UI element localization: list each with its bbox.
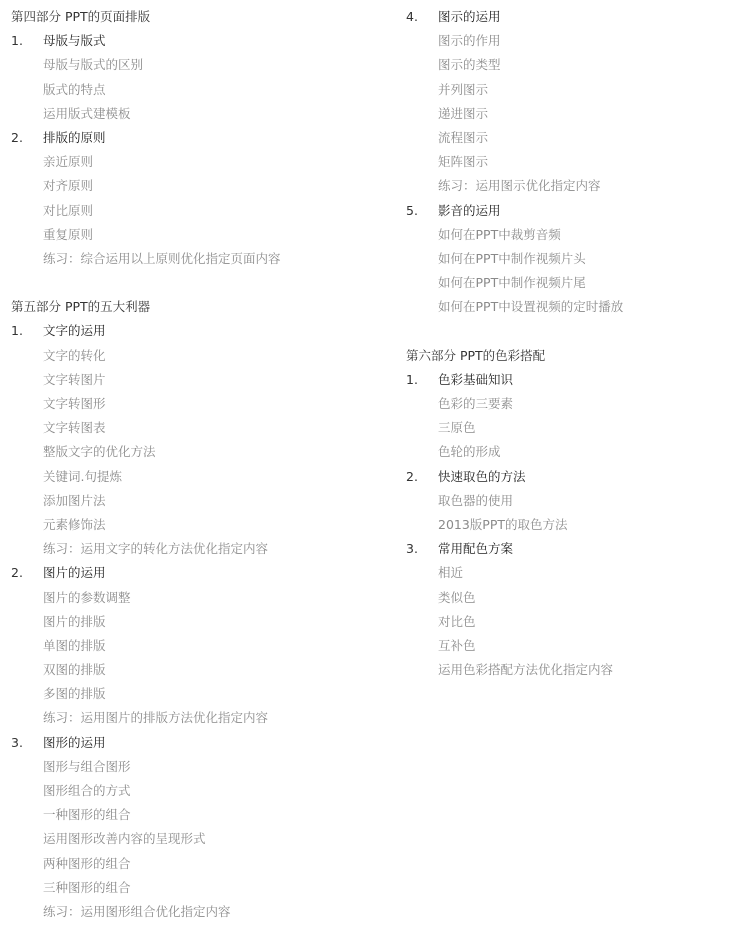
- section-heading: [11, 561, 391, 585]
- list-item: 对比原则: [43, 202, 94, 218]
- part-title: 第六部分 PPT的色彩搭配: [406, 347, 546, 363]
- section-heading: [11, 731, 391, 755]
- section-title: 文字的运用: [43, 323, 106, 339]
- section-heading: [406, 199, 746, 223]
- list-item: 流程图示: [438, 129, 489, 145]
- list-item: 如何在PPT中设置视频的定时播放: [438, 299, 624, 315]
- left-column: [11, 5, 391, 924]
- section-title: 常用配色方案: [438, 541, 514, 557]
- section-number: 1.: [11, 33, 23, 49]
- list-item: 运用图形改善内容的呈现形式: [43, 831, 206, 847]
- list-item: 如何在PPT中制作视频片尾: [438, 275, 586, 291]
- section-number: 1.: [406, 371, 418, 387]
- list-item: 递进图示: [438, 105, 489, 121]
- list-item: 练习：运用文字的转化方法优化指定内容: [43, 541, 269, 557]
- list-item: 运用色彩搭配方法优化指定内容: [438, 662, 614, 678]
- list-item: 图示的作用: [438, 33, 501, 49]
- list-item: 对齐原则: [43, 178, 94, 194]
- section-heading: [11, 126, 391, 150]
- list-item: 色轮的形成: [438, 444, 501, 460]
- list-item: 练习：运用图片的排版方法优化指定内容: [43, 710, 269, 726]
- section-title: 图示的运用: [438, 9, 501, 24]
- part-spacer: [11, 271, 391, 295]
- section-number: 2.: [406, 468, 418, 484]
- list-item: 如何在PPT中裁剪音频: [438, 226, 561, 242]
- list-item: 三原色: [438, 420, 476, 436]
- list-item: 图片的参数调整: [43, 589, 131, 605]
- list-item: 图形与组合图形: [43, 758, 131, 774]
- section-title: 影音的运用: [438, 202, 501, 218]
- list-item: 取色器的使用: [438, 492, 514, 508]
- list-item: 互补色: [438, 637, 476, 653]
- list-item: 文字转图片: [43, 371, 106, 387]
- list-item: 运用版式建模板: [43, 105, 131, 121]
- part-spacer: [406, 319, 746, 343]
- section-number: 1.: [11, 323, 23, 339]
- section-title: 排版的原则: [43, 129, 106, 145]
- list-item: 2013版PPT的取色方法: [438, 516, 568, 532]
- list-item: 多图的排版: [43, 686, 106, 702]
- section-heading: [406, 465, 746, 489]
- list-item: 图片的排版: [43, 613, 106, 629]
- part-title: 第五部分 PPT的五大利器: [11, 299, 151, 315]
- list-item: 矩阵图示: [438, 154, 489, 170]
- section-number: 2.: [11, 129, 23, 145]
- section-heading: [11, 319, 391, 343]
- list-item: 类似色: [438, 589, 476, 605]
- list-item: 练习：综合运用以上原则优化指定页面内容: [43, 250, 281, 266]
- section-title: 图形的运用: [43, 734, 106, 750]
- list-item: 重复原则: [43, 226, 94, 242]
- list-item: 添加图片法: [43, 492, 106, 508]
- section-number: 4.: [406, 9, 418, 24]
- list-item: 一种图形的组合: [43, 807, 131, 823]
- list-item: 两种图形的组合: [43, 855, 131, 871]
- section-number: 3.: [406, 541, 418, 557]
- list-item: 练习：运用图形组合优化指定内容: [43, 903, 231, 919]
- list-item: 图形组合的方式: [43, 783, 131, 798]
- section-number: 5.: [406, 202, 418, 218]
- section-heading: [406, 537, 746, 561]
- list-item: 相近: [438, 565, 464, 581]
- list-item: 单图的排版: [43, 637, 106, 653]
- list-item: 对比色: [438, 613, 476, 629]
- list-item: 版式的特点: [43, 81, 106, 97]
- list-item: 亲近原则: [43, 154, 94, 170]
- list-item: 文字的转化: [43, 347, 106, 363]
- list-item: 图示的类型: [438, 57, 501, 73]
- list-item: 母版与版式的区别: [43, 57, 144, 73]
- section-title: 快速取色的方法: [438, 468, 526, 484]
- list-item: 色彩的三要素: [438, 396, 514, 411]
- list-item: 双图的排版: [43, 662, 106, 678]
- list-item: 文字转图表: [43, 420, 106, 436]
- right-column: [406, 5, 746, 682]
- section-heading: [11, 29, 391, 53]
- section-number: 2.: [11, 565, 23, 581]
- list-item: 元素修饰法: [43, 516, 106, 532]
- section-title: 图片的运用: [43, 565, 106, 581]
- section-title: 母版与版式: [43, 33, 106, 49]
- list-item: 整版文字的优化方法: [43, 444, 156, 460]
- section-number: 3.: [11, 734, 23, 750]
- list-item: 如何在PPT中制作视频片头: [438, 250, 586, 266]
- list-item: 三种图形的组合: [43, 879, 131, 895]
- list-item: 关键词.句提炼: [43, 468, 122, 484]
- section-title: 色彩基础知识: [438, 371, 514, 387]
- list-item: 文字转图形: [43, 396, 106, 411]
- part-title: 第四部分 PPT的页面排版: [11, 9, 151, 24]
- section-heading: [406, 368, 746, 392]
- list-item: 并列图示: [438, 81, 489, 97]
- section-heading: [406, 5, 746, 29]
- list-item: 练习：运用图示优化指定内容: [438, 178, 601, 194]
